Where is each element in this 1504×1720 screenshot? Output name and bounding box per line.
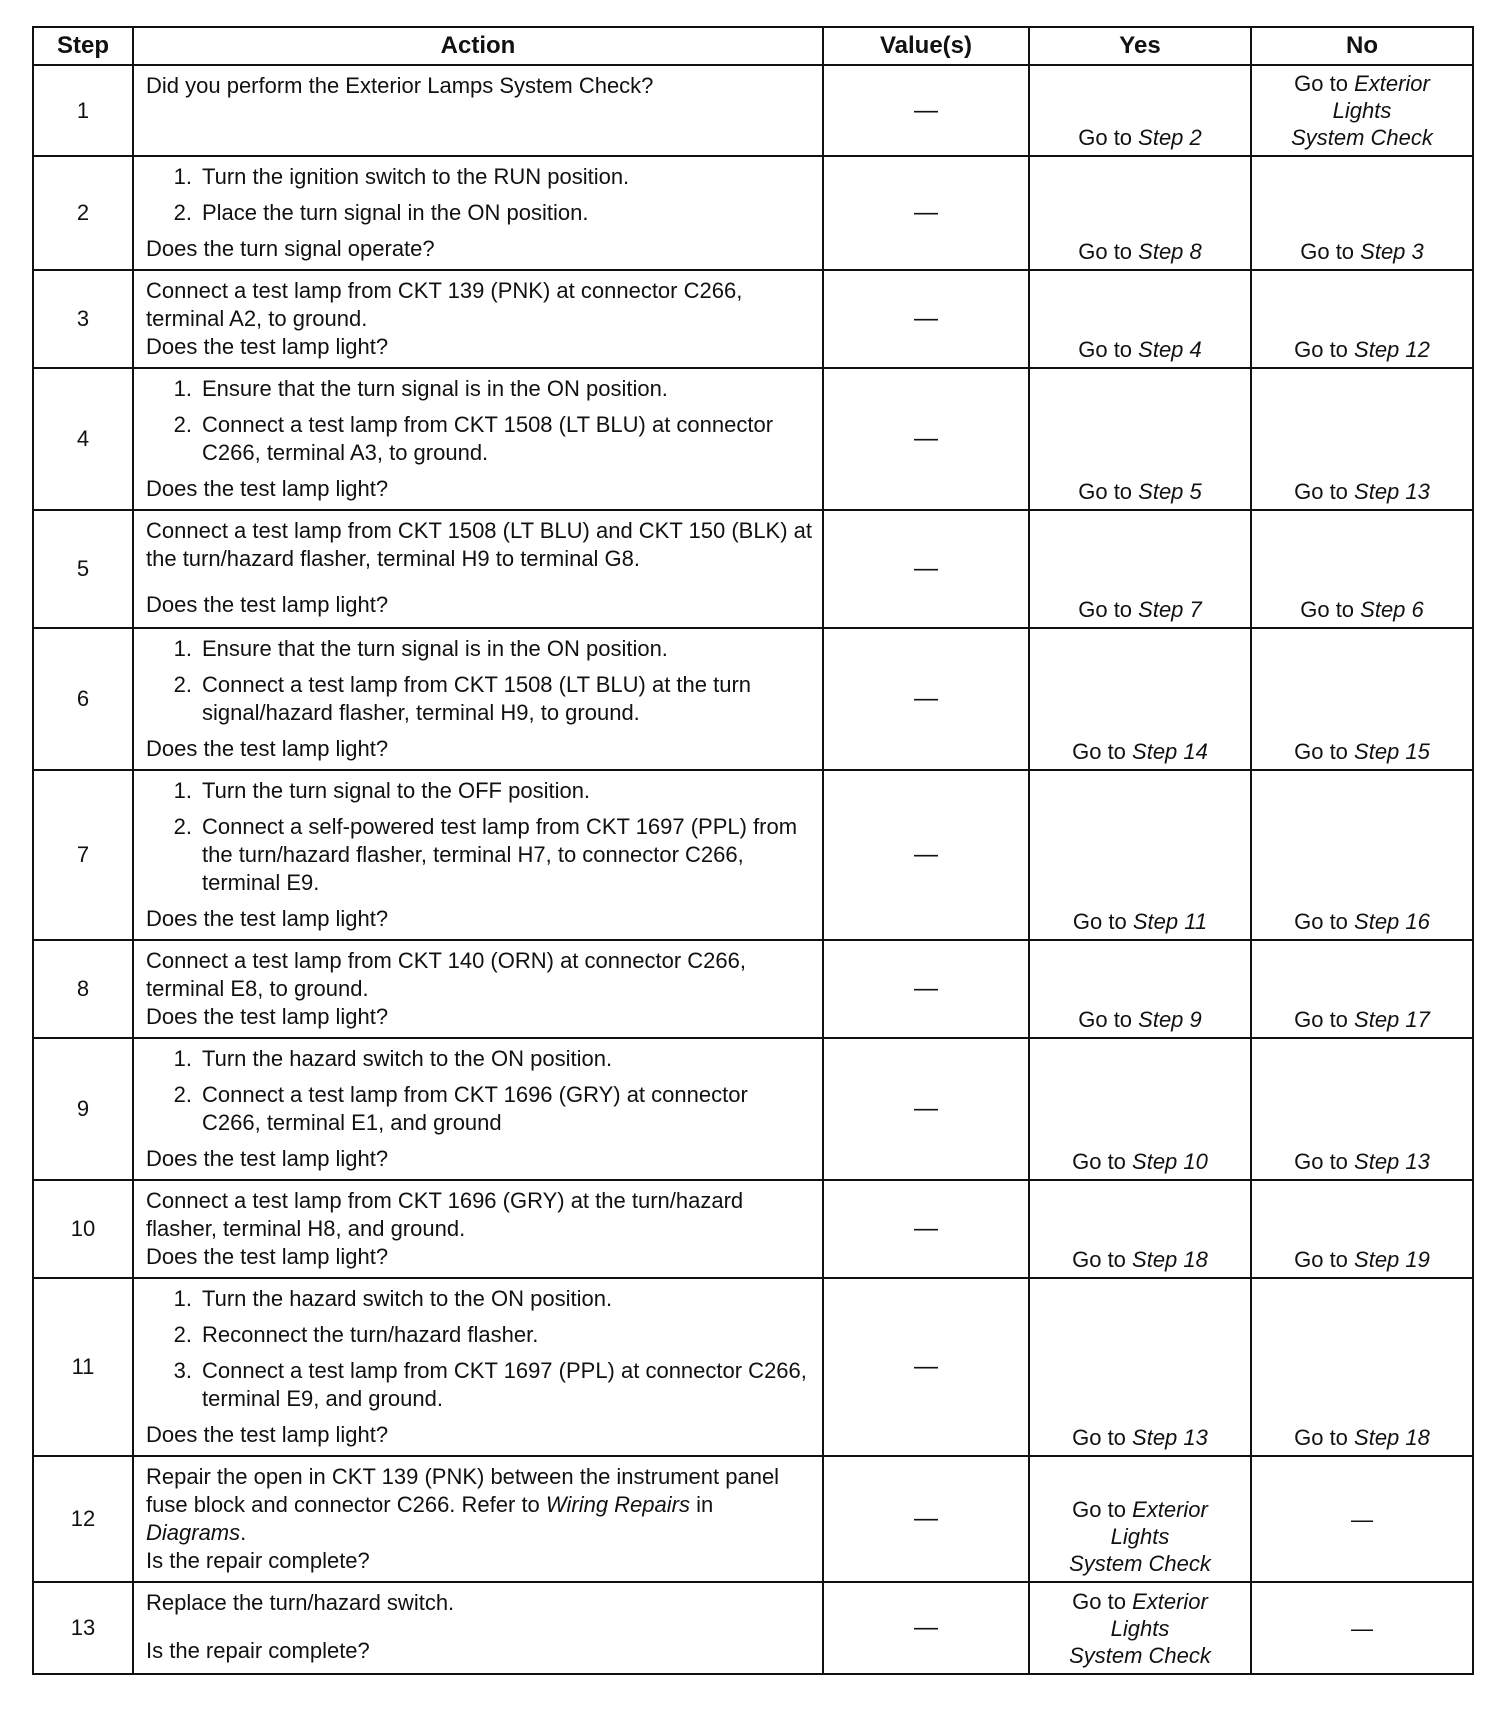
action-question: Does the test lamp light? [146,592,389,617]
action-cell [133,770,823,940]
action-step-text: Connect a test lamp from CKT 1508 (LT BLU) at the turn signal/hazard flasher, terminal H9, to ground. [202,672,752,725]
action-step-text: Turn the hazard switch to the ON position. [202,1046,613,1071]
goto-target: System Check [1069,1551,1211,1576]
goto-target: Exterior [1132,1497,1208,1522]
goto-target: Step 18 [1354,1425,1430,1450]
yes-goto [1036,908,1244,935]
action-step-number: 1. [173,376,192,401]
goto-line [1258,124,1466,151]
action-question: Does the test lamp light? [146,1244,389,1269]
no-cell [1251,1180,1473,1278]
action-step-text: Connect a test lamp from CKT 1696 (GRY) at connector C266, terminal E1, and ground [202,1082,748,1135]
action-text: Connect a test lamp from CKT 139 (PNK) at connector C266, terminal A2, to ground. [146,278,743,331]
goto-prefix: Go to [1078,597,1139,622]
header-values: Value(s) [823,27,1029,65]
goto-target: Step 6 [1360,597,1424,622]
goto-prefix: Go to [1300,597,1361,622]
goto-target: Step 3 [1360,239,1424,264]
action-question: Does the test lamp light? [146,1422,389,1447]
no-goto: — [1351,1506,1373,1532]
action-step [146,411,812,467]
action-step-text: Connect a test lamp from CKT 1508 (LT BLU) at connector C266, terminal A3, to ground. [202,412,774,465]
no-goto [1258,238,1466,265]
action-step-number: 1. [173,1046,192,1071]
goto-prefix: Go to [1294,1007,1355,1032]
action-content [146,517,812,619]
no-goto [1258,1006,1466,1033]
action-cell [133,1278,823,1456]
action-body [146,163,812,235]
action-cell [133,628,823,770]
action-step-number: 2. [173,672,192,697]
yes-cell [1029,940,1251,1038]
yes-cell [1029,1038,1251,1180]
goto-prefix: Go to [1078,1007,1139,1032]
action-content [146,163,812,263]
value-cell: — [823,368,1029,510]
table-row [33,368,1473,510]
action-cell [133,65,823,156]
action-question: Does the test lamp light? [146,1146,389,1171]
goto-prefix: Go to [1294,1149,1355,1174]
no-cell [1251,940,1473,1038]
goto-line [1036,1588,1244,1615]
goto-prefix: Go to [1300,239,1361,264]
action-step-text: Place the turn signal in the ON position. [202,200,589,225]
goto-line [1036,1642,1244,1669]
yes-cell [1029,1456,1251,1582]
action-body [146,277,812,333]
no-goto: — [1351,1615,1373,1641]
goto-target: Step 19 [1354,1247,1430,1272]
goto-line [1036,1523,1244,1550]
action-step [146,163,812,191]
no-cell [1251,510,1473,628]
action-cell [133,1180,823,1278]
table-row [33,940,1473,1038]
value-cell: — [823,940,1029,1038]
yes-goto [1036,1148,1244,1175]
goto-target: Step 12 [1354,337,1430,362]
goto-target: System Check [1291,125,1433,150]
goto-target: Step 10 [1132,1149,1208,1174]
no-goto [1258,70,1466,151]
goto-line [1036,1496,1244,1523]
yes-goto [1036,738,1244,765]
action-cell [133,1582,823,1674]
goto-prefix: Go to [1072,739,1133,764]
goto-prefix: Go to [1078,125,1139,150]
action-step [146,1321,812,1349]
header-step: Step [33,27,133,65]
action-content [146,375,812,503]
action-step-number: 2. [173,412,192,437]
action-text-part: Repair the open in CKT 139 (PNK) between the instrument panel fuse block and connector C266. Refer to [146,1464,780,1517]
no-goto [1258,1424,1466,1451]
step-number: 10 [33,1180,133,1278]
goto-prefix: Go to [1294,1247,1355,1272]
action-step-text: Turn the turn signal to the OFF position. [202,778,591,803]
table-row [33,628,1473,770]
action-step [146,1045,812,1073]
no-cell [1251,156,1473,270]
goto-target: Lights [1110,1524,1170,1549]
action-content [146,1187,812,1271]
goto-line [1258,70,1466,97]
step-number: 4 [33,368,133,510]
header-row [33,27,1473,65]
action-step-text: Ensure that the turn signal is in the ON position. [202,636,668,661]
no-cell [1251,628,1473,770]
action-content [146,777,812,933]
goto-prefix: Go to [1294,337,1355,362]
action-content [146,1463,812,1575]
reference-text: Wiring Repairs [545,1492,690,1517]
table-row [33,1038,1473,1180]
action-body [146,777,812,905]
goto-target: Step 8 [1138,239,1202,264]
goto-target: Step 7 [1138,597,1202,622]
goto-prefix: Go to [1072,1589,1133,1614]
action-content [146,635,812,763]
action-body [146,1285,812,1421]
goto-target: Lights [1332,98,1392,123]
no-goto [1258,908,1466,935]
action-step [146,671,812,727]
step-number: 8 [33,940,133,1038]
action-text: Did you perform the Exterior Lamps System Check? [146,73,654,98]
yes-goto [1036,596,1244,623]
yes-cell [1029,1180,1251,1278]
no-goto [1258,478,1466,505]
header-yes: Yes [1029,27,1251,65]
goto-prefix: Go to [1294,909,1355,934]
yes-goto [1036,124,1244,151]
header-no: No [1251,27,1473,65]
goto-line [1258,97,1466,124]
goto-prefix: Go to [1072,1149,1133,1174]
table-row [33,156,1473,270]
goto-target: Exterior [1354,71,1430,96]
goto-target: Step 15 [1354,739,1430,764]
action-step [146,375,812,403]
action-steps [146,163,812,227]
action-step [146,199,812,227]
table-row [33,1456,1473,1582]
action-steps [146,1045,812,1137]
no-cell [1251,1582,1473,1674]
yes-cell [1029,368,1251,510]
goto-target: Step 13 [1132,1425,1208,1450]
action-cell [133,270,823,368]
action-text-part: in [689,1492,714,1517]
yes-goto [1036,1006,1244,1033]
goto-prefix: Go to [1072,909,1133,934]
action-step-text: Turn the ignition switch to the RUN position. [202,164,630,189]
action-steps [146,375,812,467]
table-row [33,1180,1473,1278]
value-cell: — [823,156,1029,270]
action-body [146,947,812,1003]
action-step [146,1357,812,1413]
yes-cell [1029,770,1251,940]
action-text: Connect a test lamp from CKT 1696 (GRY) at the turn/hazard flasher, terminal H8, and ground. [146,1188,744,1241]
yes-cell [1029,628,1251,770]
action-step-text: Turn the hazard switch to the ON position. [202,1286,613,1311]
action-steps [146,635,812,727]
goto-target: Step 17 [1354,1007,1430,1032]
goto-target: Step 14 [1132,739,1208,764]
yes-goto [1036,1496,1244,1577]
action-body [146,375,812,475]
step-number: 1 [33,65,133,156]
goto-target: Step 2 [1138,125,1202,150]
action-cell [133,1456,823,1582]
yes-goto [1036,1588,1244,1669]
action-question: Does the test lamp light? [146,334,389,359]
no-cell [1251,1456,1473,1582]
action-body [146,1589,812,1617]
yes-cell [1029,510,1251,628]
yes-goto [1036,336,1244,363]
yes-cell [1029,65,1251,156]
goto-prefix: Go to [1294,71,1355,96]
no-goto [1258,1148,1466,1175]
goto-target: Step 5 [1138,479,1202,504]
action-step [146,813,812,897]
goto-target: Step 18 [1132,1247,1208,1272]
value-cell: — [823,1278,1029,1456]
goto-prefix: Go to [1294,1425,1355,1450]
table-row [33,270,1473,368]
goto-prefix: Go to [1294,739,1355,764]
action-content [146,947,812,1031]
value-cell: — [823,1038,1029,1180]
yes-goto [1036,1424,1244,1451]
value-cell: — [823,1582,1029,1674]
yes-goto [1036,478,1244,505]
goto-target: Step 11 [1132,909,1208,934]
no-goto [1258,336,1466,363]
action-step [146,777,812,805]
action-step-text: Reconnect the turn/hazard flasher. [202,1322,539,1347]
action-steps [146,777,812,897]
step-number: 3 [33,270,133,368]
action-question: Does the test lamp light? [146,476,389,501]
diagnostic-table [32,26,1474,1675]
action-step-number: 2. [173,1082,192,1107]
value-cell: — [823,1456,1029,1582]
no-cell [1251,770,1473,940]
action-cell [133,1038,823,1180]
step-number: 12 [33,1456,133,1582]
goto-target: Exterior [1132,1589,1208,1614]
action-step-text: Connect a self-powered test lamp from CKT 1697 (PPL) from the turn/hazard flasher, terminal H7, to connector C266, terminal E9. [202,814,798,895]
yes-cell [1029,270,1251,368]
goto-target: Step 4 [1138,337,1202,362]
no-cell [1251,1278,1473,1456]
goto-target: Step 9 [1138,1007,1202,1032]
goto-target: Lights [1110,1616,1170,1641]
goto-prefix: Go to [1072,1425,1133,1450]
yes-cell [1029,156,1251,270]
action-body [146,1045,812,1145]
action-cell [133,368,823,510]
value-cell: — [823,65,1029,156]
action-step-number: 2. [173,1322,192,1347]
goto-prefix: Go to [1072,1247,1133,1272]
goto-prefix: Go to [1078,239,1139,264]
action-step [146,1285,812,1313]
reference-text: Diagrams [146,1520,241,1545]
action-step-text: Ensure that the turn signal is in the ON position. [202,376,668,401]
action-content [146,1045,812,1173]
goto-prefix: Go to [1294,479,1355,504]
goto-target: System Check [1069,1643,1211,1668]
table-row [33,510,1473,628]
action-cell [133,156,823,270]
action-content [146,1285,812,1449]
action-cell [133,940,823,1038]
action-cell [133,510,823,628]
yes-goto [1036,238,1244,265]
action-step-number: 1. [173,778,192,803]
table-row [33,1278,1473,1456]
action-step-number: 1. [173,164,192,189]
goto-prefix: Go to [1078,479,1139,504]
goto-line [1036,1550,1244,1577]
no-goto [1258,596,1466,623]
action-content [146,277,812,361]
yes-cell [1029,1582,1251,1674]
step-number: 5 [33,510,133,628]
table-row [33,1582,1473,1674]
table-row [33,65,1473,156]
no-cell [1251,368,1473,510]
no-cell [1251,65,1473,156]
action-question: Does the turn signal operate? [146,236,435,261]
action-step-number: 1. [173,636,192,661]
value-cell: — [823,628,1029,770]
value-cell: — [823,1180,1029,1278]
goto-target: Step 16 [1354,909,1430,934]
action-steps [146,1285,812,1413]
action-step-number: 2. [173,200,192,225]
action-step [146,1081,812,1137]
no-cell [1251,1038,1473,1180]
action-text: Connect a test lamp from CKT 1508 (LT BLU) and CKT 150 (BLK) at the turn/hazard flasher, terminal H9 to terminal G8. [146,518,813,571]
value-cell: — [823,270,1029,368]
goto-target: Step 13 [1354,479,1430,504]
action-question: Does the test lamp light? [146,906,389,931]
step-number: 11 [33,1278,133,1456]
step-number: 9 [33,1038,133,1180]
step-number: 13 [33,1582,133,1674]
action-question: Does the test lamp light? [146,736,389,761]
table-row [33,770,1473,940]
goto-line [1036,1615,1244,1642]
action-content [146,1589,812,1665]
action-step-number: 1. [173,1286,192,1311]
no-cell [1251,270,1473,368]
action-step-number: 3. [173,1358,192,1383]
goto-prefix: Go to [1072,1497,1133,1522]
action-content [146,72,812,142]
action-body [146,1187,812,1243]
action-step-text: Connect a test lamp from CKT 1697 (PPL) at connector C266, terminal E9, and ground. [202,1358,807,1411]
action-question: Is the repair complete? [146,1638,370,1663]
step-number: 7 [33,770,133,940]
no-goto [1258,1246,1466,1273]
no-goto [1258,738,1466,765]
goto-target: Step 13 [1354,1149,1430,1174]
header-action: Action [133,27,823,65]
action-body [146,517,812,573]
action-step-number: 2. [173,814,192,839]
value-cell: — [823,770,1029,940]
action-text: Connect a test lamp from CKT 140 (ORN) at connector C266, terminal E8, to ground. [146,948,746,1001]
value-cell: — [823,510,1029,628]
action-body [146,1463,812,1547]
action-step [146,635,812,663]
action-body [146,635,812,735]
step-number: 2 [33,156,133,270]
action-body [146,72,812,100]
goto-prefix: Go to [1078,337,1139,362]
yes-cell [1029,1278,1251,1456]
action-question: Does the test lamp light? [146,1004,389,1029]
action-text: Replace the turn/hazard switch. [146,1590,455,1615]
step-number: 6 [33,628,133,770]
action-text-part: . [240,1520,247,1545]
yes-goto [1036,1246,1244,1273]
action-question: Is the repair complete? [146,1548,370,1573]
action-text [146,1463,812,1547]
